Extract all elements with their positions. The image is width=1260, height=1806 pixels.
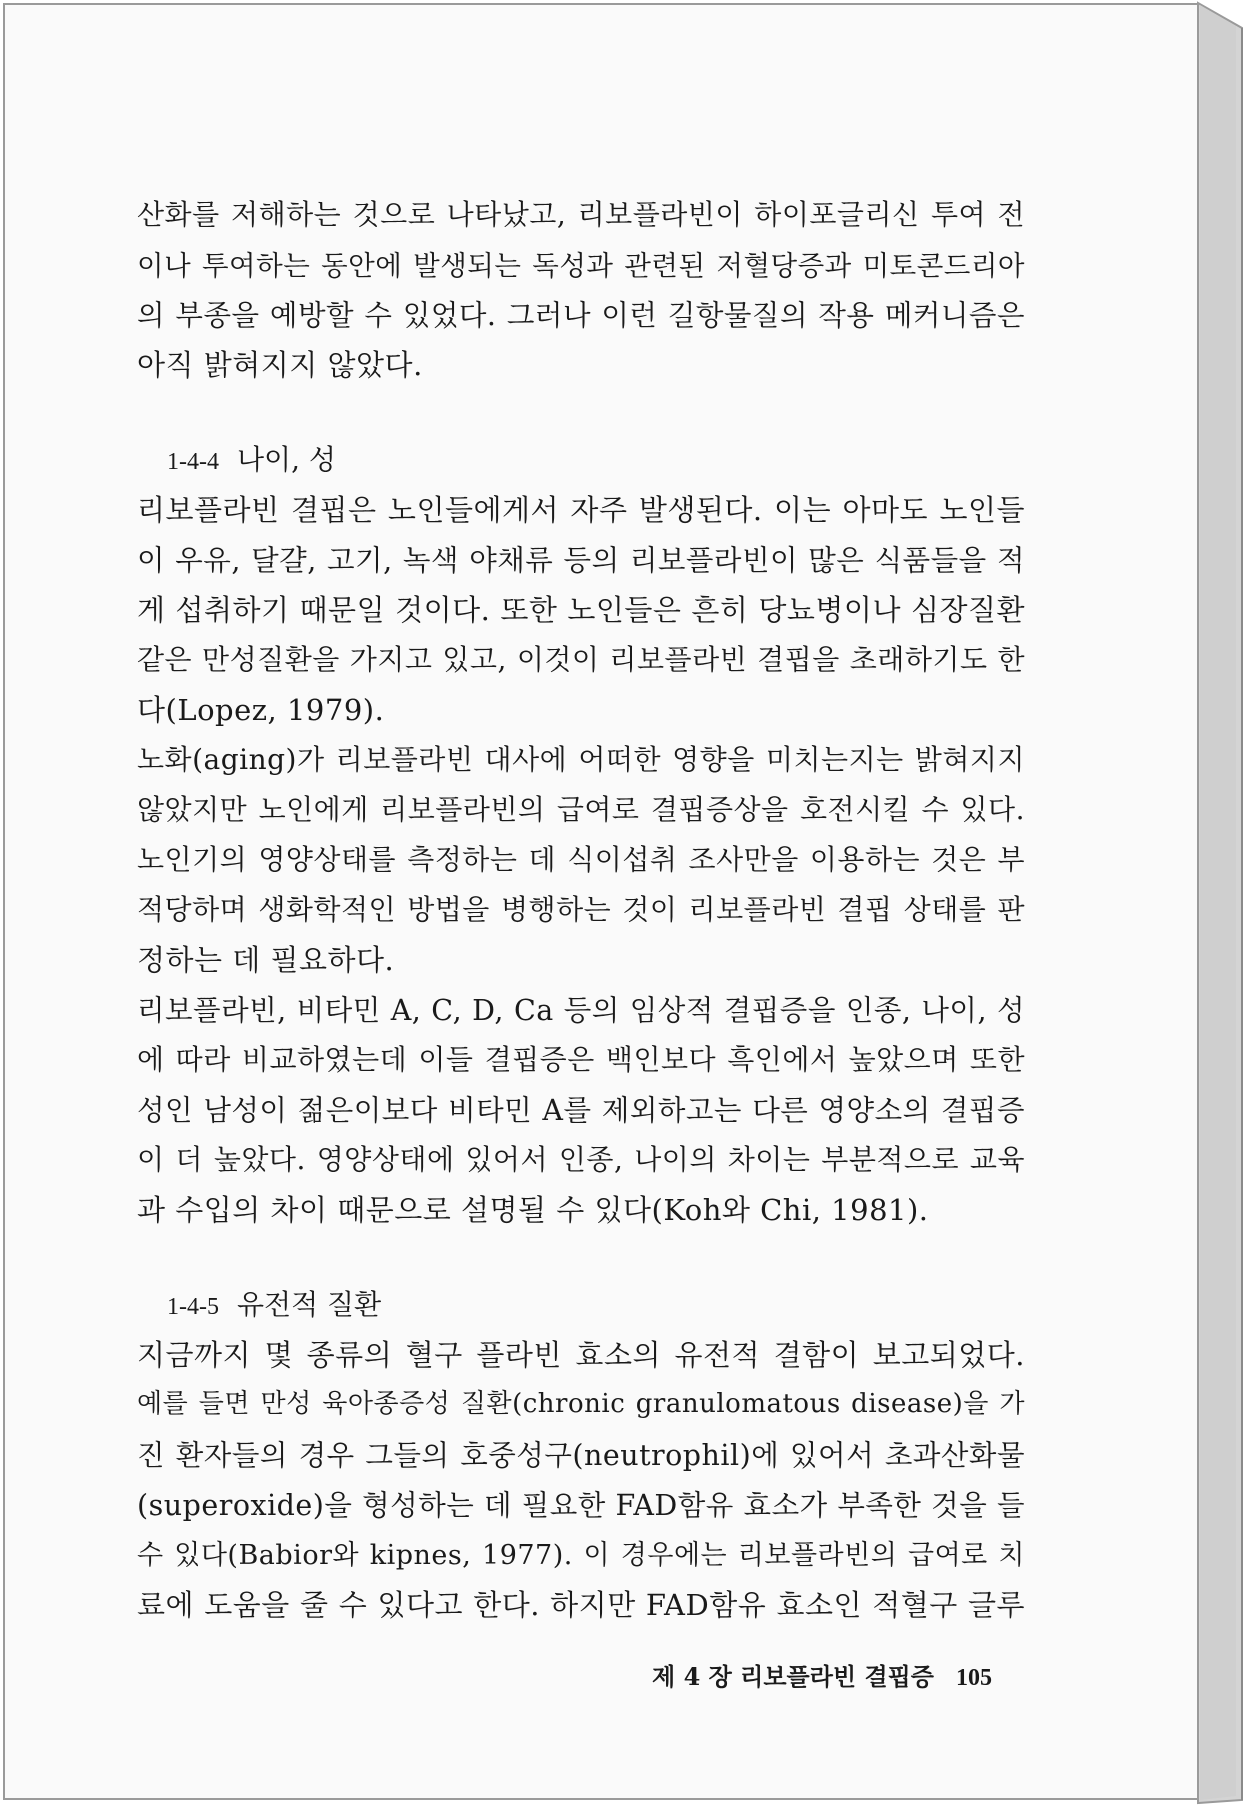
text-line: 게 섭취하기 때문일 것이다. 또한 노인들은 흔히 당뇨병이나 심장질환 — [137, 593, 1025, 627]
text-line: 않았지만 노인에게 리보플라빈의 급여로 결핍증상을 호전시킬 수 있다. — [137, 793, 1025, 826]
text-line: 아직 밝혀지지 않았다. — [137, 348, 423, 382]
text-line: 리보플라빈 결핍은 노인들에게서 자주 발생된다. 이는 아마도 노인들 — [137, 493, 1025, 527]
text-line: 과 수입의 차이 때문으로 설명될 수 있다(Koh와 Chi, 1981). — [137, 1193, 929, 1227]
text-line: 지금까지 몇 종류의 혈구 플라빈 효소의 유전적 결함이 보고되었다. — [137, 1338, 1025, 1372]
text-line: 료에 도움을 줄 수 있다고 한다. 하지만 FAD함유 효소인 적혈구 글루 — [137, 1588, 1025, 1622]
text-line: 적당하며 생화학적인 방법을 병행하는 것이 리보플라빈 결핍 상태를 판 — [137, 893, 1025, 926]
section-title: 유전적 질환 — [236, 1288, 382, 1321]
running-footer — [137, 1657, 992, 1692]
text-line: 산화를 저해하는 것으로 나타났고, 리보플라빈이 하이포글리신 투여 전 — [137, 198, 1025, 231]
document-page — [3, 3, 1199, 1800]
text-line: 성인 남성이 젊은이보다 비타민 A를 제외하고는 다른 영양소의 결핍증 — [137, 1094, 1025, 1127]
section-heading-1-4-5 — [167, 1283, 381, 1323]
section-number: 1-4-5 — [167, 1294, 219, 1320]
text-line: (superoxide)을 형성하는 데 필요한 FAD함유 효소가 부족한 것을 들 — [137, 1489, 1025, 1522]
section-title: 나이, 성 — [236, 443, 336, 476]
section-heading-1-4-4 — [167, 438, 336, 478]
text-line: 예를 들면 만성 육아종증성 질환(chronic granulomatous disease)을 가 — [137, 1389, 1025, 1419]
page-number: 105 — [956, 1665, 992, 1691]
section-number: 1-4-4 — [167, 449, 219, 475]
text-line: 노화(aging)가 리보플라빈 대사에 어떠한 영향을 미치는지는 밝혀지지 — [137, 743, 1025, 776]
chapter-title: 제 4 장 리보플라빈 결핍증 — [652, 1662, 934, 1691]
text-line: 다(Lopez, 1979). — [137, 693, 385, 727]
text-line: 의 부종을 예방할 수 있었다. 그러나 이런 길항물질의 작용 메커니즘은 — [137, 299, 1025, 332]
text-line: 이나 투여하는 동안에 발생되는 독성과 관련된 저혈당증과 미토콘드리아 — [137, 250, 1025, 282]
text-line: 수 있다(Babior와 kipnes, 1977). 이 경우에는 리보플라빈의 급여로 치 — [137, 1540, 1025, 1571]
text-line: 리보플라빈, 비타민 A, C, D, Ca 등의 임상적 결핍증을 인종, 나이, 성 — [137, 994, 1025, 1027]
text-line: 정하는 데 필요하다. — [137, 943, 395, 977]
text-line: 이 더 높았다. 영양상태에 있어서 인종, 나이의 차이는 부분적으로 교육 — [137, 1143, 1025, 1176]
text-line: 에 따라 비교하였는데 이들 결핍증은 백인보다 흑인에서 높았으며 또한 — [137, 1043, 1025, 1076]
text-line: 같은 만성질환을 가지고 있고, 이것이 리보플라빈 결핍을 초래하기도 한 — [137, 643, 1025, 676]
text-line: 진 환자들의 경우 그들의 호중성구(neutrophil)에 있어서 초과산화물 — [137, 1439, 1025, 1472]
text-line: 노인기의 영양상태를 측정하는 데 식이섭취 조사만을 이용하는 것은 부 — [137, 843, 1025, 876]
text-line: 이 우유, 달걀, 고기, 녹색 야채류 등의 리보플라빈이 많은 식품들을 적 — [137, 544, 1025, 577]
